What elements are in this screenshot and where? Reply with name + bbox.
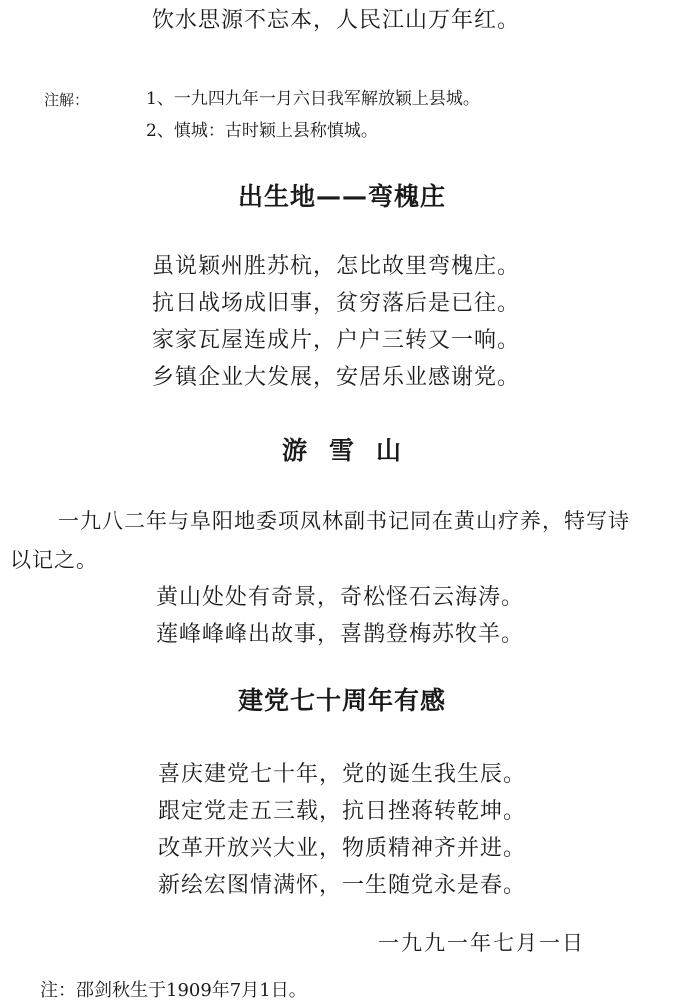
- poem-title-party-anniversary: 建党七十周年有感: [238, 686, 447, 715]
- poem1-line-1: 虽说颖州胜苏杭，怎比故里弯槐庄。: [152, 254, 521, 279]
- poem2-line-2: 莲峰峰峰出故事，喜鹊登梅苏牧羊。: [156, 622, 525, 647]
- note-item-1: 1、一九四九年一月六日我军解放颖上县城。: [146, 89, 480, 109]
- top-verse: 饮水思源不忘本，人民江山万年红。: [152, 8, 521, 33]
- poem3-line-4: 新绘宏图情满怀，一生随党永是春。: [158, 873, 527, 898]
- poem-title-snow-mountain: 游雪山: [282, 436, 424, 465]
- note-item-2: 2、慎城：古时颖上县称慎城。: [146, 121, 378, 141]
- poem1-line-4: 乡镇企业大发展，安居乐业感谢党。: [152, 365, 521, 390]
- poem3-line-1: 喜庆建党七十年，党的诞生我生辰。: [158, 762, 527, 787]
- poem3-line-3: 改革开放兴大业，物质精神齐并进。: [158, 836, 527, 861]
- footnote: 注：邵剑秋生于1909年7月1日。: [40, 980, 307, 1001]
- poem2-intro-line-1: 一九八二年与阜阳地委项凤林副书记同在黄山疗养，特写诗: [58, 509, 630, 533]
- notes-label: 注解：: [44, 91, 90, 109]
- poem-title-birthplace: 出生地——弯槐庄: [238, 182, 447, 211]
- poem1-line-2: 抗日战场成旧事，贫穷落后是已往。: [152, 291, 521, 316]
- poem1-line-3: 家家瓦屋连成片，户户三转又一响。: [152, 328, 521, 353]
- poem3-date: 一九九一年七月一日: [378, 931, 585, 955]
- poem3-line-2: 跟定党走五三载，抗日挫蒋转乾坤。: [158, 799, 527, 824]
- poem2-intro-line-2: 以记之。: [10, 548, 98, 572]
- poem2-line-1: 黄山处处有奇景，奇松怪石云海涛。: [156, 585, 525, 610]
